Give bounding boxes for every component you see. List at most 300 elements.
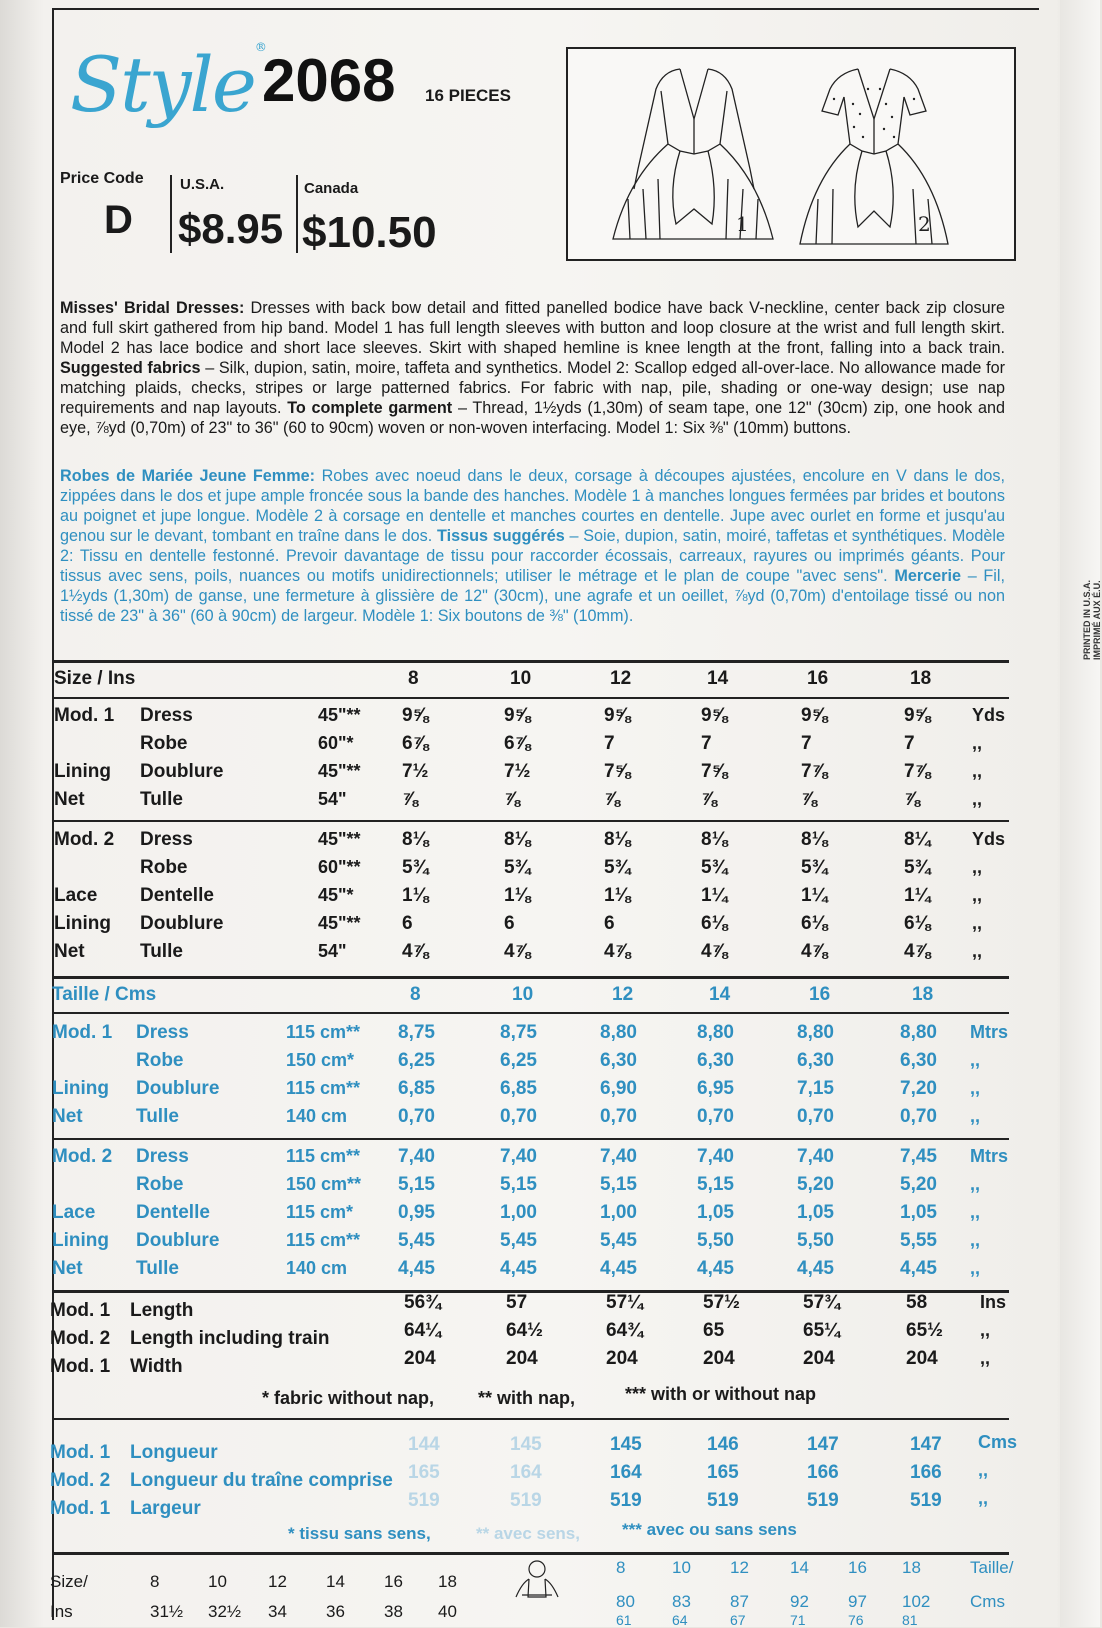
row-width: 45"** bbox=[318, 913, 361, 933]
yardage-value: 6⅞ bbox=[504, 733, 531, 754]
divider bbox=[296, 175, 298, 253]
yardage-value-cms: 5,20 bbox=[797, 1174, 834, 1195]
description-english bbox=[60, 298, 1005, 438]
yardage-value: 6 bbox=[402, 913, 413, 934]
body-size-header-cms: 12 bbox=[730, 1558, 749, 1577]
description-body: Dresses with back bow detail and fitted panelled bodice have back V-neckline, center back zip closure and full skirt gathered from hip band. Model 1 has full length sleeves with button and loop closure at the wrist and full length skirt. Model 2 has lace bodice and short lace sleeves. Skirt with shaped hemline is knee length at the front, falling into a back train. bbox=[60, 299, 1005, 357]
row-model-cms: Lining bbox=[52, 1230, 109, 1251]
yardage-value: 1⅛ bbox=[504, 885, 531, 906]
row-unit: ,, bbox=[972, 913, 983, 933]
finished-value: 57¼ bbox=[606, 1292, 643, 1313]
row-model: Net bbox=[54, 789, 85, 810]
yardage-value: 5¾ bbox=[904, 857, 931, 878]
yardage-value: 6⅛ bbox=[701, 913, 728, 934]
yardage-value-cms: 0,70 bbox=[500, 1106, 537, 1127]
row-width: 54" bbox=[318, 941, 347, 961]
finished-value-cms: 166 bbox=[910, 1462, 942, 1483]
finished-value-cms: 165 bbox=[707, 1462, 739, 1483]
finished-value: 204 bbox=[803, 1348, 835, 1369]
yardage-value: 7 bbox=[801, 733, 812, 754]
row-unit: Yds bbox=[972, 829, 1006, 849]
envelope-edge bbox=[1060, 0, 1100, 1627]
row-fabric: Tulle bbox=[140, 789, 183, 810]
body-bust-cms: 80 bbox=[616, 1592, 635, 1611]
finished-model: Mod. 2 bbox=[50, 1328, 111, 1349]
finished-value-cms: 519 bbox=[910, 1490, 942, 1511]
legend-nap-fr: ** avec sens, bbox=[476, 1524, 580, 1543]
row-width-cms: 140 cm bbox=[286, 1258, 348, 1278]
yardage-value: 1¼ bbox=[904, 885, 931, 906]
body-bust-ins: 32½ bbox=[208, 1602, 242, 1621]
legend-either: *** with or without nap bbox=[625, 1384, 816, 1404]
row-model-cms: Mod. 2 bbox=[52, 1146, 113, 1167]
yardage-value: 5¾ bbox=[402, 857, 429, 878]
finished-value-cms: 164 bbox=[510, 1462, 542, 1483]
body-size-header-cms: Taille/ bbox=[970, 1558, 1014, 1577]
yardage-value-cms: 6,30 bbox=[697, 1050, 734, 1071]
row-model: Lining bbox=[54, 761, 111, 782]
model-1-label: 1 bbox=[736, 212, 749, 236]
yardage-value: 5¾ bbox=[504, 857, 531, 878]
finished-value-cms: 519 bbox=[610, 1490, 642, 1511]
description-fr-title: Robes de Mariée Jeune Femme: bbox=[60, 467, 315, 485]
yardage-value: 8¼ bbox=[904, 829, 931, 850]
finished-value: 58 bbox=[906, 1292, 928, 1313]
printed-in-usa-fr: IMPRIMÉ AUX É.U. bbox=[1092, 580, 1102, 660]
body-bust-ins: 34 bbox=[268, 1602, 287, 1621]
yardage-value-cms: 6,95 bbox=[697, 1078, 734, 1099]
yardage-value-cms: 6,25 bbox=[398, 1050, 435, 1071]
yardage-value-cms: 6,30 bbox=[797, 1050, 834, 1071]
row-width: 60"** bbox=[318, 857, 361, 877]
yardage-value-cms: 8,80 bbox=[600, 1022, 637, 1043]
yardage-value-cms: 4,45 bbox=[697, 1258, 734, 1279]
body-size-header-cms: 16 bbox=[848, 1558, 867, 1577]
finished-value-cms: 147 bbox=[910, 1434, 942, 1455]
row-width: 45"** bbox=[318, 829, 361, 849]
body-size-header: 14 bbox=[326, 1572, 345, 1591]
yardage-value-cms: 1,00 bbox=[600, 1202, 637, 1223]
row-unit: ,, bbox=[972, 789, 983, 809]
yardage-value-cms: 1,05 bbox=[797, 1202, 834, 1223]
finished-value: 65½ bbox=[906, 1320, 943, 1341]
finished-value-cms: 146 bbox=[707, 1434, 739, 1455]
row-width: 45"** bbox=[318, 761, 361, 781]
row-unit: ,, bbox=[972, 761, 983, 781]
size-col-header-cms: 8 bbox=[410, 984, 421, 1005]
yardage-value: 5¾ bbox=[701, 857, 728, 878]
row-fabric: Robe bbox=[140, 733, 188, 754]
finished-value: 57¾ bbox=[803, 1292, 840, 1313]
finished-unit-cms: Cms bbox=[978, 1432, 1018, 1452]
yardage-value-cms: 7,40 bbox=[398, 1146, 435, 1167]
yardage-value: 7⅞ bbox=[904, 761, 931, 782]
finished-value-cms: 519 bbox=[510, 1490, 542, 1511]
finished-measure-cms: Longueur bbox=[130, 1442, 218, 1463]
yardage-value: ⅞ bbox=[504, 789, 520, 810]
notions-label: To complete garment bbox=[287, 399, 453, 417]
legend-either-fr: *** avec ou sans sens bbox=[622, 1520, 797, 1539]
row-width: 54" bbox=[318, 789, 347, 809]
yardage-value: 4⅞ bbox=[402, 941, 429, 962]
row-unit-cms: ,, bbox=[970, 1050, 981, 1070]
finished-value: 65¼ bbox=[803, 1320, 840, 1341]
finished-value: 204 bbox=[506, 1348, 538, 1369]
fabrics-fr-text: – Soie, dupion, satin, moiré, taffetas et synthétiques. Modèle 2: Tissu en dentelle festonné. Prevoir davantage de tissu pour raccorder écossais, carreaux, rayures ou imprimés géants. Pour tissus avec sens, poils, nuances ou motifs unidirectionnels; utiliser le métrage et le plan de coupe "avec sens". bbox=[60, 527, 1005, 585]
row-width: 60"* bbox=[318, 733, 354, 753]
yardage-value-cms: 1,00 bbox=[500, 1202, 537, 1223]
size-header-cms: Taille / Cms bbox=[52, 984, 157, 1005]
row-model-cms: Net bbox=[52, 1258, 83, 1279]
yardage-value: 7½ bbox=[504, 761, 531, 782]
body-bust-ins: 36 bbox=[326, 1602, 345, 1621]
row-width-cms: 115 cm** bbox=[286, 1230, 361, 1250]
yardage-value-cms: 4,45 bbox=[900, 1258, 937, 1279]
row-fabric: Doublure bbox=[140, 761, 224, 782]
finished-measure: Length including train bbox=[130, 1328, 330, 1349]
description-title: Misses' Bridal Dresses: bbox=[60, 299, 245, 317]
row-width: 45"* bbox=[318, 885, 354, 905]
row-unit: ,, bbox=[972, 885, 983, 905]
yardage-value: 9⅝ bbox=[801, 705, 828, 726]
yardage-value: 4⅞ bbox=[904, 941, 931, 962]
description-fr-body: Robes avec noeud dans le deux, corsage à découpes ajustées, encolure en V dans le dos, zippées dans le dos et jupe ample froncée sous la bande des hanches. Modèle 1 à manches longues fermées par brides et boutons au poignet et jupe longue. Modèle 2 à corsage en dentelle et manches courtes en dentelle. Jupe avec ourlet en forme et jusqu'au genou sur le devant, tombant en traîne dans le dos. bbox=[60, 467, 1005, 545]
size-col-header: 16 bbox=[807, 668, 829, 689]
yardage-value: 8⅛ bbox=[504, 829, 531, 850]
row-fabric: Doublure bbox=[140, 913, 224, 934]
row-model: Lace bbox=[54, 885, 98, 906]
body-size-header: Size/ bbox=[50, 1572, 88, 1591]
yardage-value-cms: 4,45 bbox=[500, 1258, 537, 1279]
yardage-value: 6⅛ bbox=[904, 913, 931, 934]
body-size-header-cms: 18 bbox=[902, 1558, 921, 1577]
body-size-header-cms: 8 bbox=[616, 1558, 626, 1577]
row-fabric-cms: Dentelle bbox=[136, 1202, 210, 1223]
row-width-cms: 150 cm* bbox=[286, 1050, 355, 1070]
yardage-value: 7 bbox=[701, 733, 712, 754]
finished-unit: ,, bbox=[980, 1320, 991, 1340]
body-size-header: 18 bbox=[438, 1572, 457, 1591]
row-fabric: Tulle bbox=[140, 941, 183, 962]
table-rule bbox=[54, 1012, 1009, 1014]
yardage-value: 9⅝ bbox=[904, 705, 931, 726]
body-figure-icon bbox=[502, 1557, 572, 1627]
body-waist-cms: 76 bbox=[848, 1612, 864, 1628]
finished-unit: Ins bbox=[980, 1292, 1007, 1312]
yardage-value: ⅞ bbox=[701, 789, 717, 810]
yardage-value-cms: 6,30 bbox=[900, 1050, 937, 1071]
row-model: Lining bbox=[54, 913, 111, 934]
finished-value: 57 bbox=[506, 1292, 528, 1313]
body-bust-ins: Ins bbox=[50, 1602, 73, 1621]
finished-measure: Width bbox=[130, 1356, 183, 1377]
row-model-cms: Mod. 1 bbox=[52, 1022, 113, 1043]
size-col-header: 10 bbox=[510, 668, 532, 689]
yardage-value: 4⅞ bbox=[701, 941, 728, 962]
row-unit-cms: ,, bbox=[970, 1230, 981, 1250]
yardage-value-cms: 4,45 bbox=[797, 1258, 834, 1279]
finished-value-cms: 166 bbox=[807, 1462, 839, 1483]
finished-model-cms: Mod. 2 bbox=[50, 1470, 111, 1491]
yardage-value-cms: 4,45 bbox=[600, 1258, 637, 1279]
brand-logo: Style® bbox=[70, 40, 265, 129]
table-rule bbox=[54, 1552, 1009, 1555]
row-unit-cms: Mtrs bbox=[970, 1146, 1009, 1166]
yardage-value: 1⅛ bbox=[402, 885, 429, 906]
yardage-value-cms: 5,45 bbox=[398, 1230, 435, 1251]
yardage-value: 7⅝ bbox=[604, 761, 631, 782]
table-rule bbox=[54, 660, 1009, 663]
row-unit: ,, bbox=[972, 941, 983, 961]
body-waist-cms: 64 bbox=[672, 1612, 688, 1628]
finished-value: 64¾ bbox=[606, 1320, 643, 1341]
row-fabric: Robe bbox=[140, 857, 188, 878]
yardage-value-cms: 7,40 bbox=[500, 1146, 537, 1167]
yardage-value-cms: 6,85 bbox=[398, 1078, 435, 1099]
row-unit: ,, bbox=[972, 733, 983, 753]
yardage-value-cms: 5,50 bbox=[797, 1230, 834, 1251]
finished-value-cms: 145 bbox=[510, 1434, 542, 1455]
size-header: Size / Ins bbox=[54, 668, 136, 689]
yardage-value-cms: 5,15 bbox=[398, 1174, 435, 1195]
yardage-value: 1⅛ bbox=[604, 885, 631, 906]
finished-value: 204 bbox=[906, 1348, 938, 1369]
finished-value: 204 bbox=[703, 1348, 735, 1369]
size-col-header: 8 bbox=[408, 668, 419, 689]
size-col-header: 18 bbox=[910, 668, 932, 689]
body-bust-ins: 40 bbox=[438, 1602, 457, 1621]
legend-no-nap-fr: * tissu sans sens, bbox=[288, 1524, 431, 1543]
yardage-value-cms: 6,25 bbox=[500, 1050, 537, 1071]
row-fabric-cms: Doublure bbox=[136, 1078, 220, 1099]
finished-value: 57½ bbox=[703, 1292, 740, 1313]
legend-no-nap: * fabric without nap, bbox=[262, 1388, 435, 1408]
yardage-value: ⅞ bbox=[402, 789, 418, 810]
size-col-header-cms: 14 bbox=[709, 984, 731, 1005]
yardage-value-cms: 7,45 bbox=[900, 1146, 937, 1167]
size-col-header-cms: 12 bbox=[612, 984, 634, 1005]
yardage-value: 7⅞ bbox=[801, 761, 828, 782]
notions-fr-text: – Fil, 1½yds (1,30m) de ganse, une fermeture à glissière de 12" (30cm), une agrafe et un oeillet, ⅞yd (0,70m) d'entoilage tissé ou non tissé de 23" à 36" (60 à 90cm) de largeur. Modèle 1: Six boutons de ⅜" (10mm). bbox=[60, 567, 1005, 625]
yardage-value-cms: 0,70 bbox=[697, 1106, 734, 1127]
fabrics-text: – Silk, dupion, satin, moire, taffeta and synthetics. Model 2: Scallop edged all-over-lace. No allowance made for matching plaids, checks, stripes or large patterned fabrics. For fabric with nap, pile, shading or one-way design; use nap requirements and nap layouts. bbox=[60, 359, 1005, 417]
dress-sketches bbox=[568, 49, 1014, 259]
yardage-value-cms: 5,45 bbox=[600, 1230, 637, 1251]
yardage-value-cms: 6,30 bbox=[600, 1050, 637, 1071]
yardage-value-cms: 5,15 bbox=[697, 1174, 734, 1195]
yardage-value: 4⅞ bbox=[604, 941, 631, 962]
row-unit: ,, bbox=[972, 857, 983, 877]
back-view-illustrations bbox=[566, 47, 1016, 261]
yardage-value: 1¼ bbox=[801, 885, 828, 906]
yardage-value-cms: 7,40 bbox=[797, 1146, 834, 1167]
yardage-value: ⅞ bbox=[801, 789, 817, 810]
notions-text: – Thread, 1½yds (1,30m) of seam tape, one 12" (30cm) zip, one hook and eye, ⅞yd (0,70m) of 23" to 36" (60 to 90cm) woven or non-woven interfacing. Model 1: Six ⅜" (10mm) buttons. bbox=[60, 399, 1005, 437]
yardage-value-cms: 5,20 bbox=[900, 1174, 937, 1195]
body-bust-cms: 83 bbox=[672, 1592, 691, 1611]
yardage-value-cms: 7,40 bbox=[697, 1146, 734, 1167]
finished-unit: ,, bbox=[980, 1348, 991, 1368]
row-model-cms: Lace bbox=[52, 1202, 96, 1223]
size-col-header-cms: 18 bbox=[912, 984, 934, 1005]
body-size-header-cms: 14 bbox=[790, 1558, 809, 1577]
yardage-value-cms: 4,45 bbox=[398, 1258, 435, 1279]
row-unit-cms: ,, bbox=[970, 1258, 981, 1278]
yardage-value-cms: 8,75 bbox=[398, 1022, 435, 1043]
canada-price: $10.50 bbox=[302, 208, 437, 257]
finished-value: 65 bbox=[703, 1320, 725, 1341]
printed-in-usa: PRINTED IN U.S.A. bbox=[1082, 579, 1092, 660]
price-code-label: Price Code bbox=[60, 170, 144, 187]
model-2-label: 2 bbox=[918, 212, 931, 236]
finished-value: 204 bbox=[606, 1348, 638, 1369]
row-width-cms: 115 cm** bbox=[286, 1078, 361, 1098]
row-fabric: Dentelle bbox=[140, 885, 214, 906]
table-rule bbox=[54, 976, 1009, 979]
size-col-header: 14 bbox=[707, 668, 729, 689]
usa-label: U.S.A. bbox=[180, 176, 225, 193]
yardage-value-cms: 0,70 bbox=[900, 1106, 937, 1127]
yardage-value-cms: 8,75 bbox=[500, 1022, 537, 1043]
finished-model: Mod. 1 bbox=[50, 1300, 111, 1321]
yardage-value-cms: 1,05 bbox=[900, 1202, 937, 1223]
row-fabric-cms: Doublure bbox=[136, 1230, 220, 1251]
finished-measure: Length bbox=[130, 1300, 194, 1321]
row-width: 45"** bbox=[318, 705, 361, 725]
yardage-value-cms: 1,05 bbox=[697, 1202, 734, 1223]
yardage-value-cms: 6,90 bbox=[600, 1078, 637, 1099]
pieces-count: 16 PIECES bbox=[425, 86, 511, 105]
yardage-value: 9⅝ bbox=[402, 705, 429, 726]
body-bust-cms: 87 bbox=[730, 1592, 749, 1611]
fabrics-label: Suggested fabrics bbox=[60, 359, 201, 377]
yardage-value: 9⅝ bbox=[701, 705, 728, 726]
finished-value-cms: 145 bbox=[610, 1434, 642, 1455]
finished-unit-cms: ,, bbox=[978, 1488, 989, 1508]
row-model: Mod. 1 bbox=[54, 705, 115, 726]
yardage-value: 7 bbox=[604, 733, 615, 754]
yardage-value-cms: 0,70 bbox=[398, 1106, 435, 1127]
yardage-value-cms: 0,70 bbox=[797, 1106, 834, 1127]
pattern-number: 2068 bbox=[262, 47, 396, 114]
body-size-header: 16 bbox=[384, 1572, 403, 1591]
yardage-value-cms: 5,50 bbox=[697, 1230, 734, 1251]
body-bust-cms: 97 bbox=[848, 1592, 867, 1611]
finished-value-cms: 519 bbox=[707, 1490, 739, 1511]
yardage-value: 7⅝ bbox=[701, 761, 728, 782]
finished-value: 64¼ bbox=[404, 1320, 441, 1341]
yardage-value: 4⅞ bbox=[801, 941, 828, 962]
finished-model-cms: Mod. 1 bbox=[50, 1442, 111, 1463]
row-fabric: Dress bbox=[140, 829, 193, 850]
row-fabric-cms: Robe bbox=[136, 1050, 184, 1071]
fabrics-fr-label: Tissus suggérés bbox=[436, 527, 565, 545]
yardage-value: 6⅛ bbox=[801, 913, 828, 934]
usa-price: $8.95 bbox=[178, 205, 284, 252]
yardage-value-cms: 7,40 bbox=[600, 1146, 637, 1167]
size-col-header: 12 bbox=[610, 668, 632, 689]
table-rule bbox=[54, 1418, 1009, 1420]
finished-value-cms: 165 bbox=[408, 1462, 440, 1483]
body-waist-cms: 61 bbox=[616, 1612, 632, 1628]
yardage-value-cms: 8,80 bbox=[697, 1022, 734, 1043]
table-rule bbox=[54, 1138, 1009, 1140]
table-rule bbox=[54, 820, 1009, 822]
divider bbox=[170, 175, 172, 253]
body-bust-ins: 31½ bbox=[150, 1602, 184, 1621]
finished-value: 204 bbox=[404, 1348, 436, 1369]
row-unit-cms: Mtrs bbox=[970, 1022, 1009, 1042]
yardage-value: ⅞ bbox=[904, 789, 920, 810]
table-rule bbox=[54, 697, 1009, 699]
row-unit-cms: ,, bbox=[970, 1106, 981, 1126]
finished-value-cms: 519 bbox=[408, 1490, 440, 1511]
row-fabric-cms: Tulle bbox=[136, 1258, 179, 1279]
yardage-value-cms: 6,85 bbox=[500, 1078, 537, 1099]
finished-model: Mod. 1 bbox=[50, 1356, 111, 1377]
price-code: D bbox=[104, 198, 133, 242]
body-bust-cms: 92 bbox=[790, 1592, 809, 1611]
body-size-header: 8 bbox=[150, 1572, 160, 1591]
body-waist-cms: 67 bbox=[730, 1612, 746, 1628]
row-fabric: Dress bbox=[140, 705, 193, 726]
description-french bbox=[60, 466, 1005, 626]
row-model-cms: Lining bbox=[52, 1078, 109, 1099]
row-width-cms: 150 cm** bbox=[286, 1174, 362, 1194]
finished-value-cms: 164 bbox=[610, 1462, 642, 1483]
row-width-cms: 140 cm bbox=[286, 1106, 348, 1126]
row-unit-cms: ,, bbox=[970, 1202, 981, 1222]
row-model: Mod. 2 bbox=[54, 829, 115, 850]
yardage-value: 8⅛ bbox=[701, 829, 728, 850]
yardage-value: 5¾ bbox=[801, 857, 828, 878]
finished-measure-cms: Largeur bbox=[130, 1498, 201, 1519]
yardage-value-cms: 5,15 bbox=[600, 1174, 637, 1195]
row-unit-cms: ,, bbox=[970, 1078, 981, 1098]
yardage-value-cms: 7,20 bbox=[900, 1078, 937, 1099]
body-bust-cms: Cms bbox=[970, 1592, 1005, 1611]
finished-measure-cms: Longueur du traîne comprise bbox=[130, 1470, 393, 1491]
model-1-sketch bbox=[613, 69, 773, 239]
yardage-value: 9⅝ bbox=[604, 705, 631, 726]
yardage-value: 8⅛ bbox=[402, 829, 429, 850]
row-fabric-cms: Tulle bbox=[136, 1106, 179, 1127]
yardage-value: 5¾ bbox=[604, 857, 631, 878]
body-waist-cms: 71 bbox=[790, 1612, 806, 1628]
row-fabric-cms: Robe bbox=[136, 1174, 184, 1195]
body-size-header: 10 bbox=[208, 1572, 227, 1591]
row-unit: Yds bbox=[972, 705, 1006, 725]
body-size-header: 12 bbox=[268, 1572, 287, 1591]
finished-value-cms: 519 bbox=[807, 1490, 839, 1511]
yardage-value: 7 bbox=[904, 733, 915, 754]
size-col-header-cms: 16 bbox=[809, 984, 831, 1005]
row-model: Net bbox=[54, 941, 85, 962]
finished-value-cms: 144 bbox=[408, 1434, 440, 1455]
table-rule bbox=[54, 1290, 1009, 1293]
yardage-value: 1¼ bbox=[701, 885, 728, 906]
yardage-value: 7½ bbox=[402, 761, 429, 782]
yardage-value-cms: 8,80 bbox=[900, 1022, 937, 1043]
row-width-cms: 115 cm** bbox=[286, 1146, 361, 1166]
yardage-value: 6 bbox=[604, 913, 615, 934]
yardage-value-cms: 5,15 bbox=[500, 1174, 537, 1195]
finished-value: 56¾ bbox=[404, 1292, 441, 1313]
body-bust-cms: 102 bbox=[902, 1592, 931, 1611]
finished-value-cms: 147 bbox=[807, 1434, 839, 1455]
row-model-cms: Net bbox=[52, 1106, 83, 1127]
yardage-value: 4⅞ bbox=[504, 941, 531, 962]
